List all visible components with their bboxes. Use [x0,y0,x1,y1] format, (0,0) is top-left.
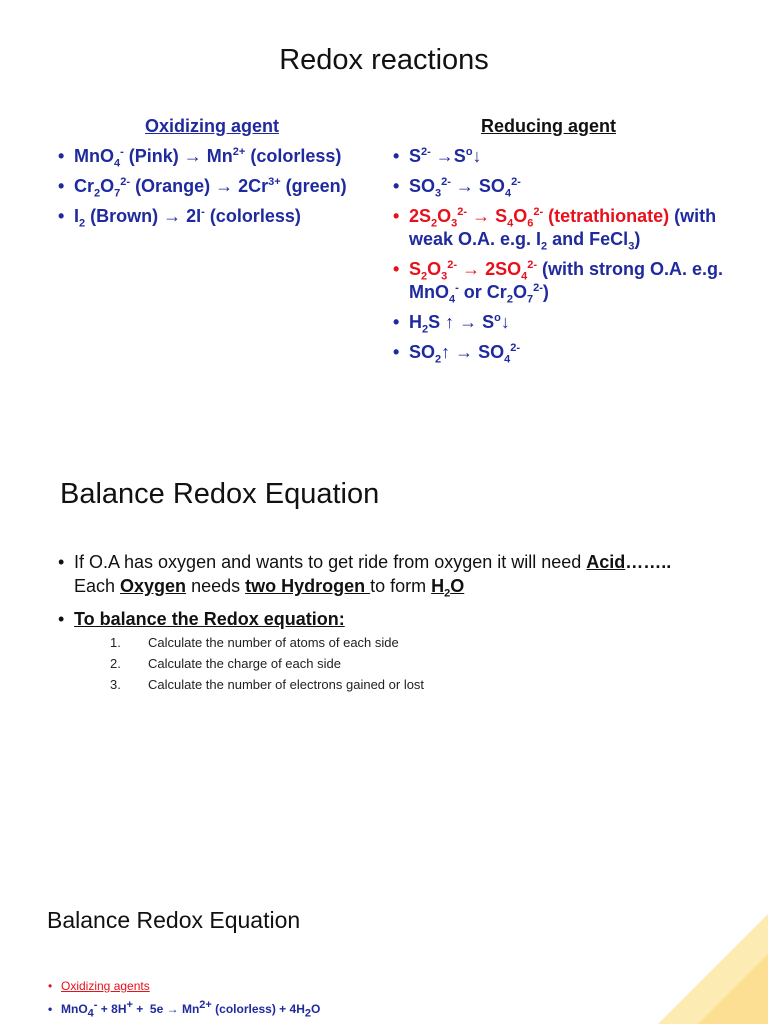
list-item: • MnO$_4$- (Pink) → $Mn^{2+}$ (colorless) [58,146,342,170]
oxidizing-agent-list [58,145,347,235]
acid-oxygen-bullet: • If O.A has oxygen and wants to get ride from oxygen it will need Acid…….. Each Oxygen needs two Hydrogen to form $H_2O$ [58,552,677,600]
list-item: • $I_2$ (Brown) → 2I- (colorless) [58,206,301,230]
corner-decoration [638,894,768,1024]
list-item: • $2S_2O_3^{2-} \to S_4O_6^{2-}$ (tetrathionate) (with weak O.A. e.g. $I_2$ and FeCl$_3$) [393,206,717,253]
list-item: • $S^{2-}$ $\to S^o↓$ [393,146,482,166]
oxidizing-agent-header: Oxidizing agent [145,116,280,136]
list-item: • $H_2S$ ↑ → $S^o↓$ [393,312,510,336]
balance-steps-heading: • To balance the Redox equation: [58,609,345,629]
reducing-agent-list [393,145,723,371]
steps-list [110,632,424,695]
list-item: • $SO_3^{2-} \to SO_4^{2-}$ [393,176,521,200]
list-item: • $SO_2↑ \to SO_4^{2-}$ [393,342,521,366]
list-item: • $Cr_2O_7^{2-}$ (Orange) → $2Cr^{3+}$ (green) [58,176,347,200]
oxidizing-agents-subhead: • Oxidizing agents [48,979,150,993]
slide-title: Redox reactions [279,44,489,76]
reducing-agent-header: Reducing agent [481,116,617,136]
list-item: • $S_2O_3^{2-} \to 2SO_4^{2-}$ (with strong O.A. e.g. MnO$_4$- or $Cr_2O_7^{2-}$) [393,259,724,306]
list-item: 2. Calculate the charge of each side [110,656,341,671]
permanganate-equation: • $MnO_4^- + 8H^+ + 5e \to Mn^{2+}$ (colorless) + $4H_2O$ [48,999,321,1020]
slide-redox-reactions [0,0,768,440]
list-item: 3. Calculate the number of electrons gained or lost [110,677,425,692]
slide-title: Balance Redox Equation [60,478,380,510]
list-item: 1. Calculate the number of atoms of each side [110,635,399,650]
slide-title: Balance Redox Equation [47,907,301,933]
